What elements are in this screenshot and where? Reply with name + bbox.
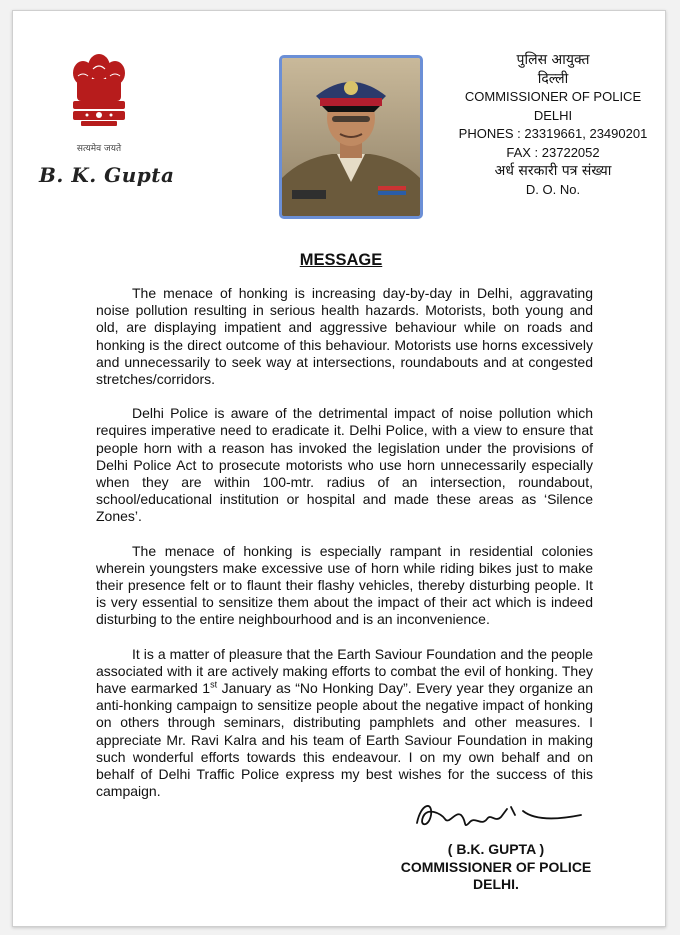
- message-body: [96, 285, 593, 817]
- signatory-name: ( B.K. GUPTA ): [447, 841, 545, 857]
- paragraph-3: The menace of honking is especially rampant in residential colonies wherein youngsters make excessive use of horn while riding bikes just to make their presence felt or to flaunt their flashy vehicles, thereby disturbing people. It is very essential to sensitize them about the impact of their act which is indeed disturbing to the entire neighbourhood and is an inconvenience.: [96, 542, 593, 628]
- national-emblem-icon: [65, 49, 133, 149]
- ordinal-suffix: st: [210, 679, 218, 690]
- paragraph-4-part-a: It is a matter of pleasure that the Earth Saviour Foundation and the people associated with it are actively making efforts to combat the evil of honking. They have earmarked 1: [96, 645, 593, 697]
- signatory-designation: COMMISSIONER OF POLICE: [400, 858, 592, 875]
- paragraph-2: Delhi Police is aware of the detrimental impact of noise pollution which requires imperative need to eradicate it. Delhi Police, with a view to ensure that people horn with a reason has invoked the legislation under the provisions of Delhi Police Act to prosecute motorists who use horn unnecessarily especially when they are within 100-mtr. radius of an intersection, roundabout, school/educational institution or hospital and made these areas as ‘Silence Zones’.: [96, 405, 593, 525]
- office-city: DELHI: [533, 107, 573, 123]
- office-hindi-city: दिल्ली: [537, 70, 569, 87]
- office-hindi-title: पुलिस आयुक्त: [516, 52, 590, 68]
- paragraph-1: The menace of honking is increasing day-by-day in Delhi, aggravating noise pollution resulting in serious health hazards. Motorists, both young and old, are displaying impatient and aggressive behaviour while on roads and honking is the direct outcome of this behaviour. Motorists use horns excessively and unnecessarily to seek way at intersections, roundabouts and at congested stretches/corridors.: [96, 285, 593, 388]
- paragraph-4-part-b: January as “No Honking Day”. Every year they organize an anti-honking campaign to sensitize people about the negative impact of honking on others through seminars, distributing pamphlets and other measures. I appreciate Mr. Ravi Kalra and his team of Earth Saviour Foundation in making such wonderful efforts towards this endeavour. I on my own behalf and on behalf of Delhi Traffic Police express my best wishes for the success of this campaign.: [96, 680, 593, 800]
- office-fax: FAX : 23722052: [506, 144, 600, 160]
- office-title: COMMISSIONER OF POLICE: [464, 89, 642, 104]
- handwritten-signature: [411, 793, 591, 835]
- do-number-label: D. O. No.: [525, 181, 581, 197]
- closing-block: [381, 841, 611, 894]
- letter-page: [12, 10, 666, 927]
- printed-signature-name: B. K. Gupta: [39, 163, 175, 187]
- office-phones: PHONES : 23319661, 23490201: [458, 126, 648, 141]
- signatory-place: DELHI.: [473, 876, 519, 892]
- do-number-hindi-label: अर्ध सरकारी पत्र संख्या: [494, 163, 612, 179]
- officer-photo: [279, 55, 423, 219]
- paragraph-4: [96, 646, 593, 801]
- emblem-motto: सत्यमेव जयते: [76, 144, 122, 154]
- message-title: MESSAGE: [299, 251, 383, 269]
- office-address-block: [453, 51, 653, 199]
